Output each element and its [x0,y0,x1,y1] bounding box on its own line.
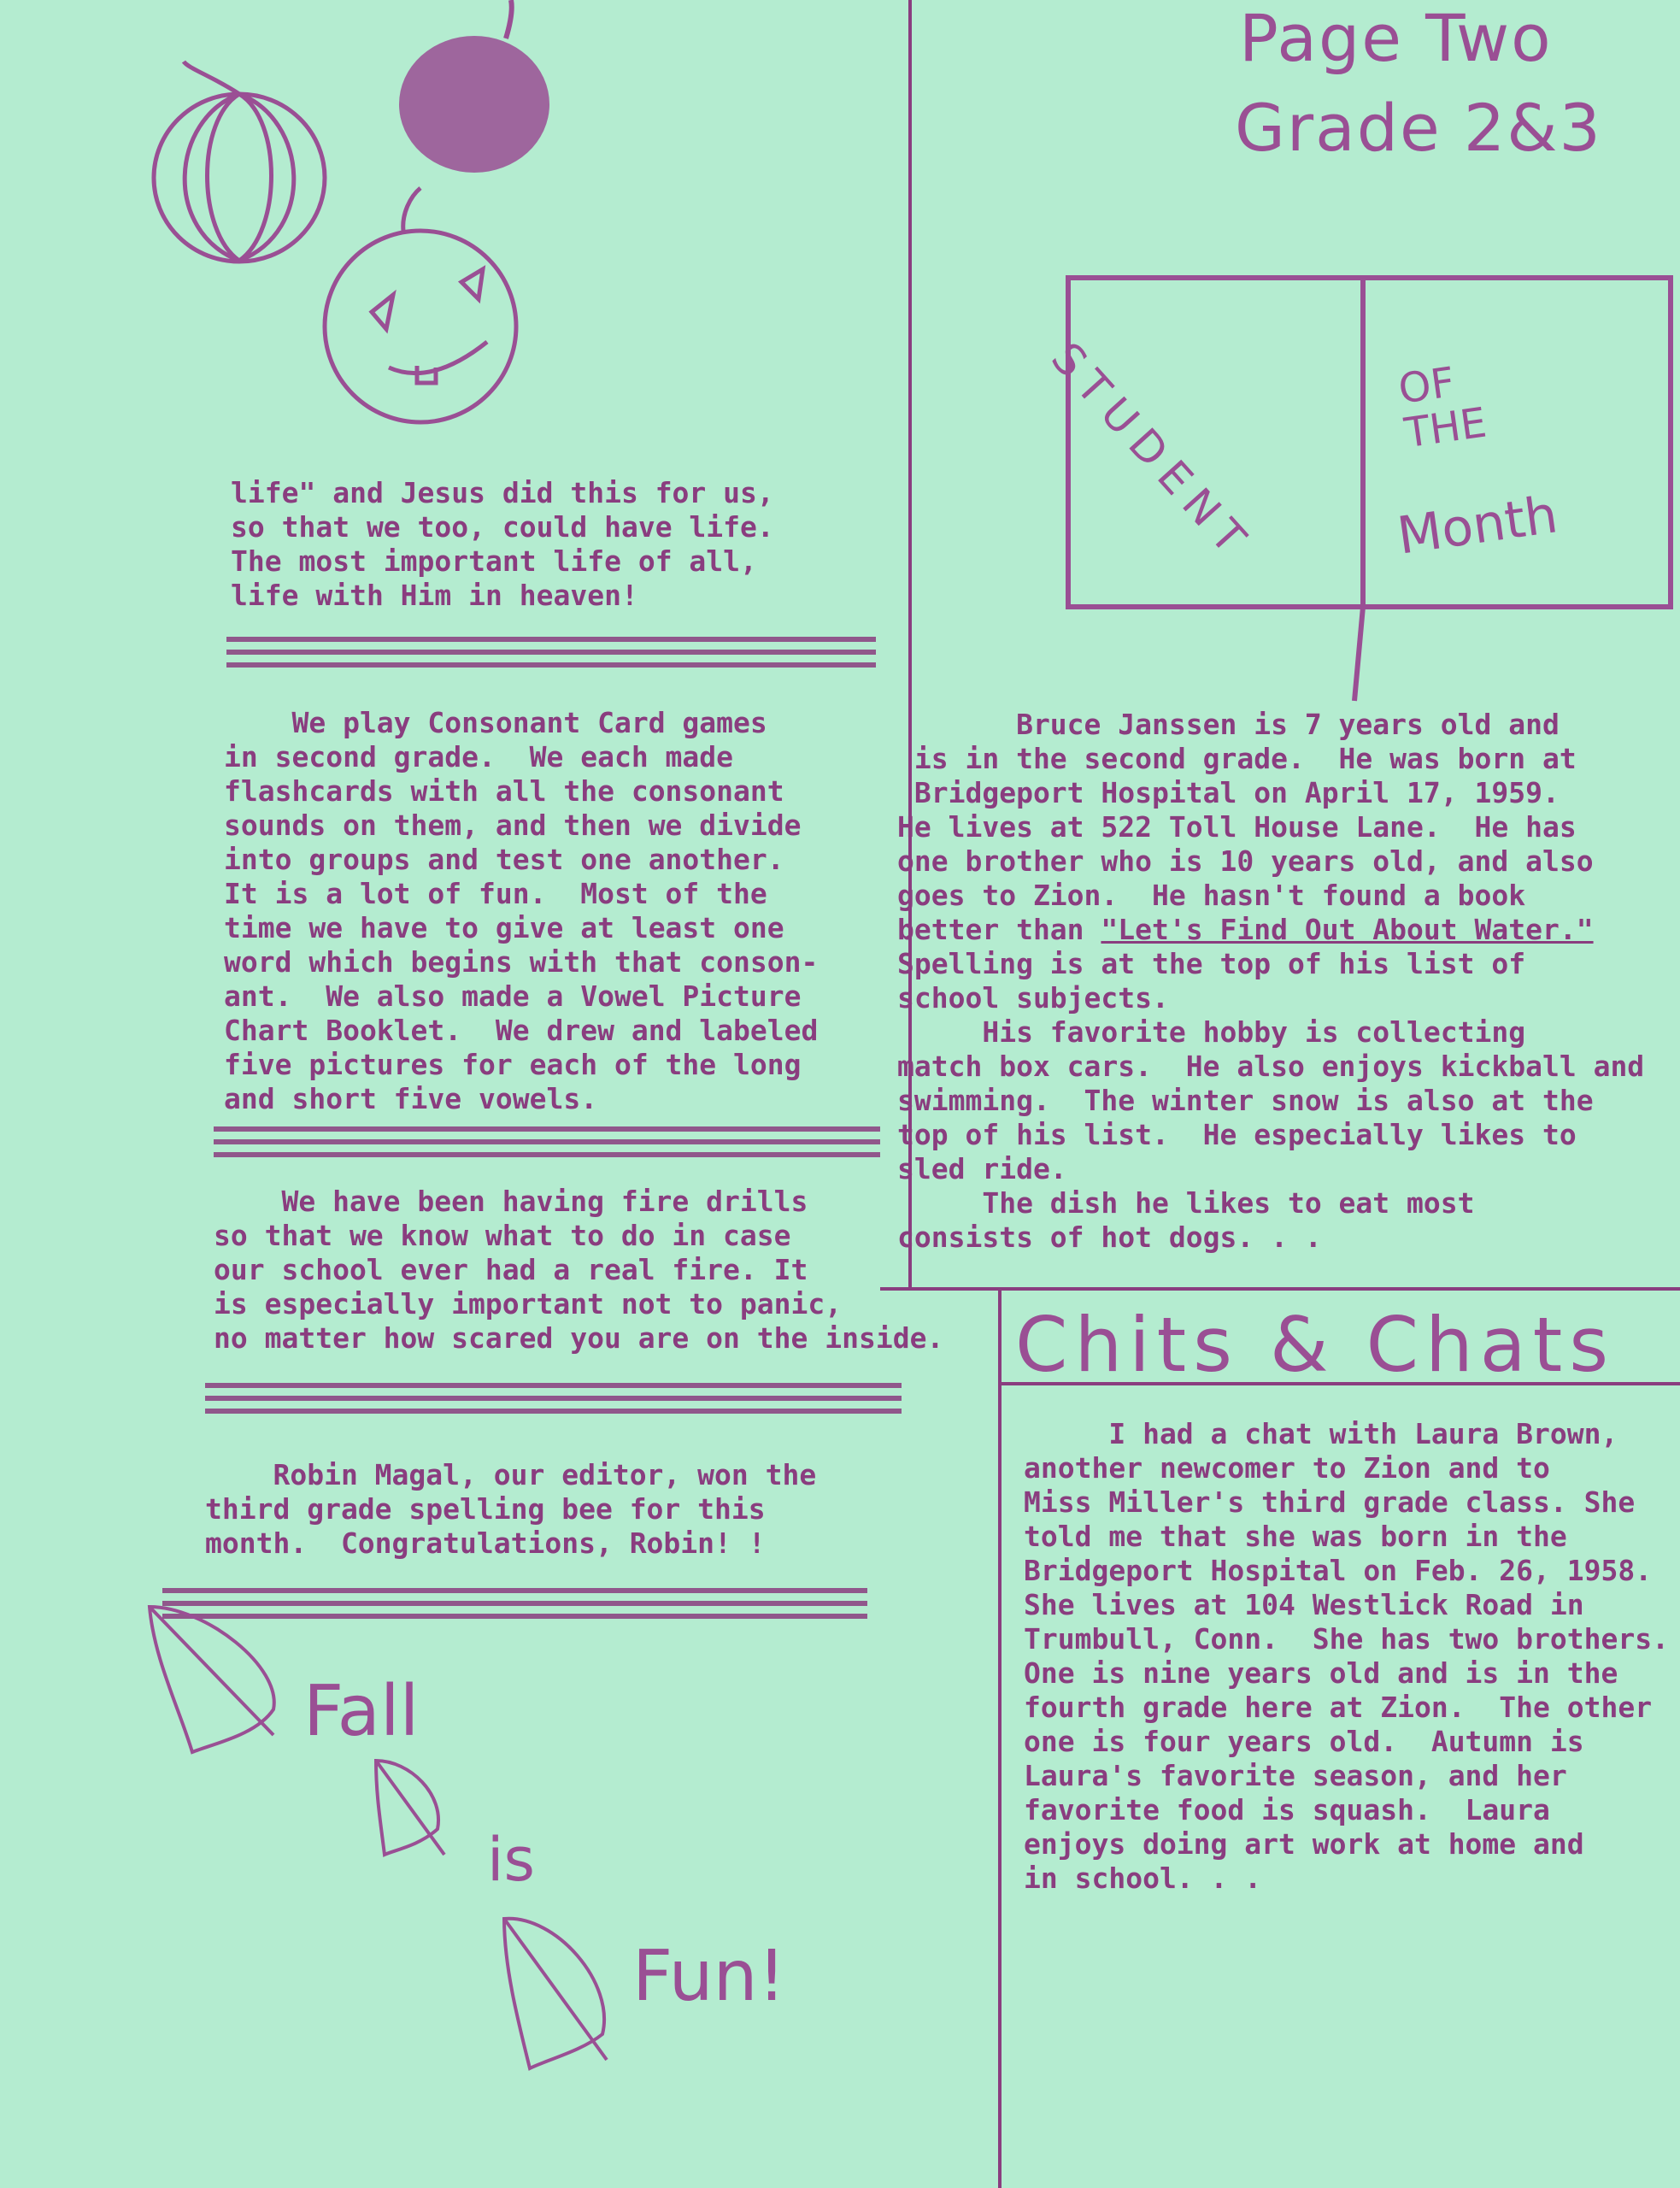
is-word: is [487,1825,535,1895]
student-paragraph: Bruce Janssen is 7 years old and is in the second grade. He was born at Bridgeport Hospital on April 17, 1959. He lives at 522 Toll House Lane. He has one brother who is 10 years old, and also goes to Zion. He hasn't found a book better than "Let's Find Out About Water." Spelling is at the top of his list of school subjects. His favorite hobby is collecting match box cars. He also enjoys kickball and swimming. The winter snow is also at the top of his list. He especially likes to sled ride. The dish he likes to eat most consists of hot dogs. . . [897,708,1645,1254]
banner-of-the: OF THE [1395,358,1490,458]
fall-word: Fall [303,1671,420,1752]
consonant-paragraph: We play Consonant Card games in second grade. We each made flashcards with all the consonant sounds on them, and then we divide into groups and test one another. It is a lot of fun. Most of the time we have to give at least one word which begins with that conson- ant. We also made a Vowel Picture Chart Booklet. We drew and labeled five pictures for each of the long and short five vowels. [224,706,819,1115]
book-title: "Let's Find Out About Water." [1101,913,1594,946]
leaf-icon [150,1607,274,1752]
banner-student: STUDENT [1041,333,1262,571]
intro-paragraph: life" and Jesus did this for us, so that we too, could have life. The most important life of all, life with Him in heaven! [231,476,774,612]
page-label: Page Two [1239,0,1553,76]
robin-paragraph: Robin Magal, our editor, won the third grade spelling bee for this month. Congratulations, Robin! ! [205,1458,817,1560]
chits-chats-paragraph: I had a chat with Laura Brown, another newcomer to Zion and to Miss Miller's third grade class. She told me that she was born in the Bridgeport Hospital on Feb. 26, 1958. She lives at 104 Westlick Road in Trumbull, Conn. She has two brothers. One is nine years old and is in the fourth grade here at Zion. The other one is four years old. Autumn is Laura's favorite season, and her favorite food is squash. Laura enjoys doing art work at home and in school. . . [1024,1417,1669,1895]
column-divider-bottom [998,1291,1002,2188]
grade-label: Grade 2&3 [1235,90,1602,166]
fun-word: Fun! [632,1936,786,2017]
banner-month: Month [1394,485,1562,567]
chits-chats-heading: Chits & Chats [1015,1301,1616,1389]
fire-drill-paragraph: We have been having fire drills so that we know what to do in case our school ever had a real fire. It is especially important not to panic, no matter how scared you are on the inside. [214,1185,944,1355]
